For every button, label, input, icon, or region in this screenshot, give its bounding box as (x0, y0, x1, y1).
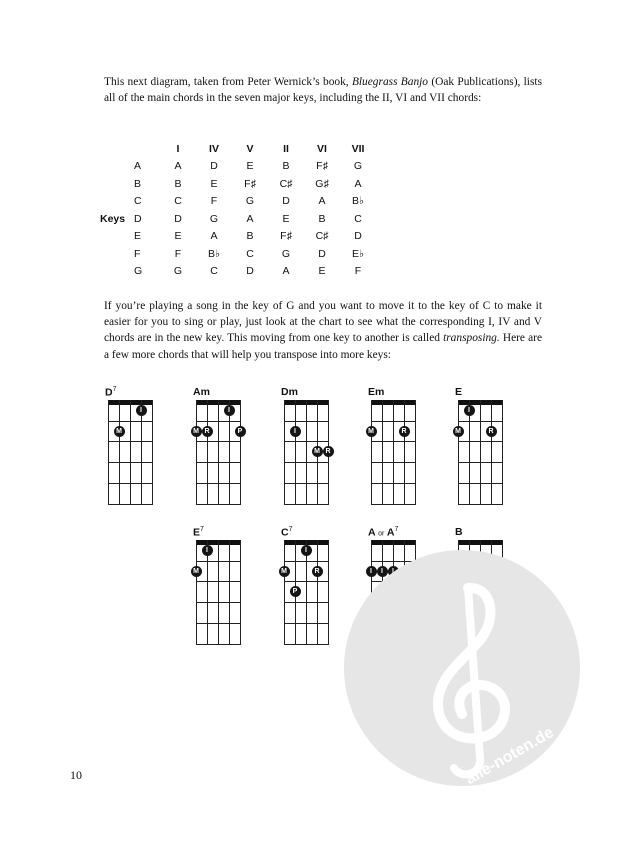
chord-cell: C (354, 212, 362, 225)
finger-dot: I (366, 566, 377, 577)
chord-cell: F♯ (280, 230, 292, 243)
chord-string (415, 400, 416, 504)
chord-cell: D (246, 265, 254, 278)
finger-dot: M (453, 426, 464, 437)
watermark-logo (342, 548, 582, 788)
chord-string (152, 400, 153, 504)
chord-cell: G (353, 160, 363, 173)
chord-string (502, 400, 503, 504)
chord-string (393, 400, 394, 504)
chord-string (218, 540, 219, 644)
finger-dot: R (323, 446, 334, 457)
finger-dot: M (312, 446, 323, 457)
chord-string (284, 400, 285, 504)
header-II: II (283, 142, 289, 155)
chord-name: Dm (281, 386, 298, 398)
chord-cell: F (174, 247, 182, 260)
chord-cell: D (318, 247, 326, 260)
keys-label: Keys (100, 212, 126, 225)
intro-paragraph (104, 74, 542, 106)
finger-dot: P (290, 586, 301, 597)
page-number: 10 (70, 768, 82, 782)
chord-cell: D (282, 195, 290, 208)
chord-cell: C♯ (279, 177, 293, 190)
chord-fret (284, 581, 329, 582)
chord-string (306, 400, 307, 504)
chord-cell: B♭ (352, 195, 364, 208)
chord-cell: C (174, 195, 182, 208)
chord-string (207, 400, 208, 504)
finger-dot: I (388, 566, 399, 577)
chord-fret (108, 441, 153, 442)
chord-cell: F (354, 265, 362, 278)
finger-dot: I (290, 426, 301, 437)
chord-string (295, 400, 296, 504)
chord-string (108, 400, 109, 504)
chord-diagram (193, 526, 241, 645)
transposing-term: transposing. (443, 332, 500, 345)
chord-string (480, 400, 481, 504)
intro-text-end: (Oak Publications), lists all of the main chords in the seven major keys, including the II, VI and VII chords: (104, 76, 542, 105)
table-row (100, 245, 376, 263)
chord-cell: A (210, 230, 218, 243)
finger-dot: I (202, 545, 213, 556)
chord-name: $C^7$ (281, 526, 293, 539)
chord-name: $D^7$ (105, 386, 117, 399)
chord-cell: D (210, 160, 218, 173)
chord-diagram (193, 386, 243, 505)
chord-name: Am (193, 386, 210, 398)
chord-diagram (105, 386, 153, 505)
chord-cell: G♯ (315, 177, 329, 190)
header-IV: IV (209, 142, 219, 155)
transpose-text: If you’re playing a song in the key of G and you want to move it to the key of C to make it easier for you to sing or play, just look at the chart to see what the corresponding I, IV and V chords are in the new key. This moving from one key to another is called (104, 300, 542, 345)
chord-cell: B (174, 177, 182, 190)
header-VII: VII (351, 142, 365, 155)
chord-diagram (281, 526, 329, 645)
chord-fret (196, 421, 241, 422)
finger-dot: P (235, 426, 246, 437)
chord-fret (458, 441, 503, 442)
header-VI: VI (317, 142, 327, 155)
chord-cell: E (318, 265, 326, 278)
table-row (100, 210, 376, 228)
chord-fret (284, 623, 329, 624)
chord-string (196, 400, 197, 504)
chord-string (328, 540, 329, 644)
chord-fret (458, 483, 503, 484)
chord-cell: E♭ (352, 247, 364, 260)
chord-string (240, 540, 241, 644)
chord-fret (196, 483, 241, 484)
chord-fret (284, 441, 329, 442)
key-chord-table (100, 140, 376, 280)
chord-string (317, 540, 318, 644)
chord-string (218, 400, 219, 504)
header-I: I (176, 142, 180, 155)
table-row (100, 175, 376, 193)
finger-dot: M (191, 426, 202, 437)
chord-string (240, 400, 241, 504)
chord-cell: G (281, 247, 291, 260)
table-row (100, 158, 376, 176)
table-row (100, 228, 376, 246)
chord-cell: B♭ (208, 247, 220, 260)
chord-fret (108, 421, 153, 422)
finger-dot: M (366, 426, 377, 437)
chord-fret (196, 504, 241, 505)
chord-fret (196, 441, 241, 442)
chord-cell: C (246, 247, 254, 260)
chord-fret (284, 504, 329, 505)
chord-fret (196, 623, 241, 624)
chord-fret (284, 561, 329, 562)
chord-string (196, 540, 197, 644)
chord-fret (284, 483, 329, 484)
key-cell: F (134, 247, 141, 260)
chord-fret (371, 462, 416, 463)
chord-string (119, 400, 120, 504)
finger-dot: M (191, 566, 202, 577)
chord-cell: D (174, 212, 182, 225)
chord-cell: G (173, 265, 183, 278)
key-cell: B (134, 177, 142, 190)
chord-name: E (455, 386, 463, 398)
header-V: V (246, 142, 254, 155)
chord-fret (371, 504, 416, 505)
chord-cell: A (354, 177, 362, 190)
chord-fret (284, 644, 329, 645)
chord-fret (371, 441, 416, 442)
chord-string (371, 400, 372, 504)
finger-dot: R (399, 426, 410, 437)
chord-fret (284, 462, 329, 463)
intro-text: This next diagram, taken from Peter Wernick’s book, (104, 76, 352, 88)
book-title: Bluegrass Banjo (351, 76, 429, 88)
chord-fret (371, 483, 416, 484)
chord-cell: A (282, 265, 290, 278)
chord-string (382, 400, 383, 504)
chord-cell: A (174, 160, 182, 173)
chord-fret (284, 421, 329, 422)
key-cell: G (134, 265, 143, 278)
chord-diagram (368, 386, 416, 505)
finger-dot: I (224, 405, 235, 416)
chord-cell: C♯ (315, 230, 329, 243)
chord-cell: G (209, 212, 219, 225)
chord-cell: A (246, 212, 254, 225)
chord-string (404, 400, 405, 504)
chord-cell: B (246, 230, 254, 243)
chord-fret (458, 421, 503, 422)
key-cell: A (134, 160, 142, 173)
chord-string (130, 400, 131, 504)
chord-fret (108, 483, 153, 484)
chord-string (229, 540, 230, 644)
chord-string (284, 540, 285, 644)
chord-cell: B (318, 212, 326, 225)
key-cell: D (134, 212, 142, 225)
chord-fret (196, 462, 241, 463)
finger-dot: I (464, 405, 475, 416)
chord-name: $E^7$ (193, 526, 204, 539)
key-rows (100, 158, 376, 281)
chord-fret (284, 602, 329, 603)
chord-cell: E (246, 160, 254, 173)
finger-dot: I (136, 405, 147, 416)
chord-cell: B (282, 160, 290, 173)
finger-dot: R (202, 426, 213, 437)
chord-fret (458, 462, 503, 463)
chord-cell: G (245, 195, 255, 208)
chord-cell: E (210, 177, 218, 190)
chord-fret (196, 644, 241, 645)
finger-dot: M (279, 566, 290, 577)
table-row (100, 263, 376, 281)
chord-fret (196, 561, 241, 562)
finger-dot: R (312, 566, 323, 577)
table-header-row (100, 140, 376, 158)
chord-cell: F (210, 195, 218, 208)
watermark-text: alle-noten.de (462, 724, 557, 788)
chord-name: B (455, 526, 463, 538)
chord-cell: C (210, 265, 218, 278)
chord-fret (196, 581, 241, 582)
key-cell: C (134, 195, 142, 208)
chord-cell: A (318, 195, 326, 208)
chord-name: Em (368, 386, 385, 398)
chord-cell: F♯ (316, 160, 328, 173)
chord-cell: E (282, 212, 290, 225)
finger-dot: I (301, 545, 312, 556)
chord-string (491, 400, 492, 504)
chord-diagram (455, 386, 503, 505)
chord-fret (196, 602, 241, 603)
finger-dot: I (377, 566, 388, 577)
chord-cell: D (354, 230, 362, 243)
transpose-text-end: Here are a few more chords that will help you transpose into more keys: (104, 332, 543, 361)
transpose-paragraph (104, 298, 542, 363)
chord-diagram (281, 386, 331, 505)
chord-cell: E (174, 230, 182, 243)
chord-fret (108, 462, 153, 463)
chord-fret (371, 421, 416, 422)
finger-dot: R (486, 426, 497, 437)
chord-name: A or $A^7$ (368, 526, 399, 539)
chord-fret (458, 504, 503, 505)
table-row (100, 193, 376, 211)
chord-string (458, 400, 459, 504)
chord-cell: F♯ (244, 177, 256, 190)
finger-dot: M (114, 426, 125, 437)
chord-fret (108, 504, 153, 505)
key-cell: E (134, 230, 142, 243)
